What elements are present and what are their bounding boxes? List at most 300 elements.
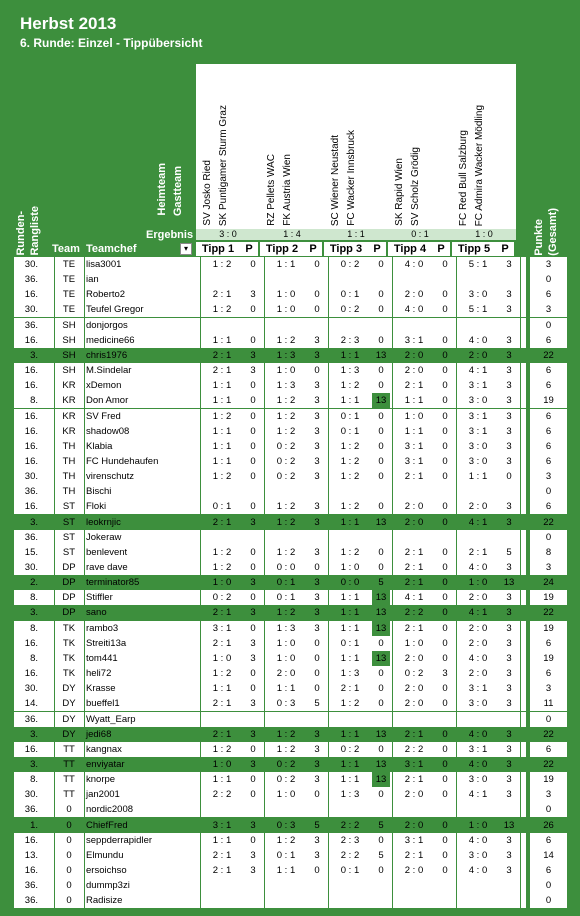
rank-cell: 16. xyxy=(24,638,38,649)
p-5-cell: 3 xyxy=(506,683,512,694)
p-1-cell: 0 xyxy=(250,562,256,573)
p-1-cell: 0 xyxy=(250,789,256,800)
tipp-2-cell: 1 : 0 xyxy=(276,289,296,300)
tipp-1-cell: 1 : 2 xyxy=(212,547,232,558)
teamchef-cell: virenschutz xyxy=(86,471,135,482)
p-3-cell: 13 xyxy=(372,772,390,787)
p-5-cell: 3 xyxy=(506,562,512,573)
tipp-2-cell: 1 : 1 xyxy=(276,865,296,876)
p-1-cell: 3 xyxy=(250,698,256,709)
p-3-cell: 0 xyxy=(378,365,384,376)
p-2-cell: 3 xyxy=(314,471,320,482)
tipp-4-cell: 2 : 0 xyxy=(404,365,424,376)
tipp-5-cell: 3 : 1 xyxy=(468,683,488,694)
tipp-5-cell xyxy=(456,878,500,893)
column-divider xyxy=(456,257,457,909)
p-1-cell: 0 xyxy=(250,547,256,558)
punkte-gesamt-cell: 19 xyxy=(530,621,567,636)
table-row xyxy=(14,681,526,696)
tipp-2-cell: 1 : 2 xyxy=(276,729,296,740)
p-1-cell: 3 xyxy=(250,517,256,528)
p-3-cell: 0 xyxy=(378,683,384,694)
teamchef-cell: donjorgos xyxy=(86,320,128,331)
tipp-2-cell: 0 : 1 xyxy=(276,850,296,861)
punkte-gesamt-cell: 0 xyxy=(530,272,567,287)
p-4-cell: 0 xyxy=(442,835,448,846)
tipp-1-cell: 2 : 1 xyxy=(212,365,232,376)
p-1-cell: 3 xyxy=(250,729,256,740)
team-cell: ST xyxy=(62,517,76,528)
p-2-cell: 0 xyxy=(314,668,320,679)
punkte-gesamt-cell: 3 xyxy=(530,469,567,484)
tipp-5-cell: 4 : 1 xyxy=(468,517,488,528)
p-2-cell: 3 xyxy=(314,441,320,452)
p-2-cell: 3 xyxy=(314,729,320,740)
teamchef-cell: Stiffler xyxy=(86,592,113,603)
p-3-cell xyxy=(372,530,390,545)
tipp-2-cell: 0 : 1 xyxy=(276,577,296,588)
tipp-2-cell: 1 : 2 xyxy=(276,835,296,846)
punkte-gesamt-cell: 19 xyxy=(530,393,567,408)
tipp-3-cell: 2 : 3 xyxy=(340,835,360,846)
rank-cell: 8. xyxy=(30,774,38,785)
tipp-1-cell: 1 : 2 xyxy=(212,411,232,422)
tipp-1-cell: 1 : 0 xyxy=(212,759,232,770)
teamchef-cell: leokrnjic xyxy=(86,517,121,528)
tipp-3-cell: 1 : 1 xyxy=(340,592,360,603)
tipp-5-cell: 3 : 0 xyxy=(468,456,488,467)
p-3-cell: 13 xyxy=(372,605,390,620)
tipp-5-cell: 4 : 0 xyxy=(468,335,488,346)
teamchef-cell: nordic2008 xyxy=(86,804,134,815)
table-row xyxy=(14,378,526,393)
p-4-cell: 0 xyxy=(442,350,448,361)
tipp-5-cell: 4 : 0 xyxy=(468,729,488,740)
tipp-4-cell xyxy=(392,878,436,893)
tipp-2-cell: 1 : 2 xyxy=(276,426,296,437)
match-1-away: SK Puntigamer Sturm Graz xyxy=(218,104,229,226)
p-1-cell: 0 xyxy=(250,623,256,634)
tipp-4-cell: 2 : 1 xyxy=(404,850,424,861)
table-row xyxy=(14,802,526,817)
p-2-cell: 3 xyxy=(314,607,320,618)
punkte-gesamt-cell: 0 xyxy=(530,318,567,333)
p-3-header: P xyxy=(368,242,386,256)
page-title: Herbst 2013 xyxy=(20,14,117,33)
tipp-2-cell xyxy=(264,272,308,287)
tipp-3-cell: 1 : 2 xyxy=(340,471,360,482)
p-5-cell: 3 xyxy=(506,668,512,679)
tipp-5-cell: 3 : 0 xyxy=(468,289,488,300)
rank-cell: 36. xyxy=(24,274,38,285)
table-row xyxy=(14,363,526,378)
punkte-gesamt-cell: 6 xyxy=(530,863,567,878)
tipp-3-cell: 0 : 1 xyxy=(340,426,360,437)
tipp-5-cell: 4 : 0 xyxy=(468,562,488,573)
tipp-4-cell: 2 : 1 xyxy=(404,577,424,588)
p-5-cell xyxy=(500,484,518,499)
column-divider xyxy=(54,257,55,909)
p-4-cell: 0 xyxy=(442,289,448,300)
tipp-2-cell xyxy=(264,530,308,545)
punkte-gesamt-cell: 6 xyxy=(530,424,567,439)
teamchef-cell: dummp3zi xyxy=(86,880,130,891)
rank-cell: 36. xyxy=(24,486,38,497)
teamchef-filter-dropdown[interactable]: ▾ xyxy=(180,243,192,255)
rank-cell: 3. xyxy=(30,759,38,770)
match-5-away: FC Admira Wacker Mödling xyxy=(474,104,485,226)
p-4-cell xyxy=(436,530,454,545)
p-4-cell: 3 xyxy=(442,668,448,679)
team-cell: TK xyxy=(62,638,76,649)
tipp-5-cell: 2 : 0 xyxy=(468,350,488,361)
rank-cell: 3. xyxy=(30,729,38,740)
p-2-cell: 0 xyxy=(314,789,320,800)
teamchef-cell: jedi68 xyxy=(86,729,112,740)
p-2-cell: 0 xyxy=(314,562,320,573)
p-4-cell: 0 xyxy=(442,638,448,649)
rank-cell: 36. xyxy=(24,895,38,906)
punkte-gesamt-label: Punkte (Gesamt) xyxy=(533,208,559,256)
tipp-3-cell: 0 : 2 xyxy=(340,304,360,315)
tipp-2-cell: 1 : 3 xyxy=(276,380,296,391)
table-row xyxy=(14,302,526,317)
table-row xyxy=(14,696,526,711)
p-1-cell: 0 xyxy=(250,774,256,785)
p-3-cell: 5 xyxy=(378,850,384,861)
rank-cell: 30. xyxy=(24,304,38,315)
ergebnis-label: Ergebnis xyxy=(146,229,194,241)
table-row xyxy=(14,272,526,287)
tipp-4-cell: 3 : 1 xyxy=(404,335,424,346)
p-2-cell: 0 xyxy=(314,683,320,694)
tipp-5-cell: 3 : 1 xyxy=(468,380,488,391)
p-2-cell: 5 xyxy=(314,698,320,709)
team-cell: KR xyxy=(62,395,76,406)
p-1-cell xyxy=(244,802,262,817)
heimteam-label: Heimteam xyxy=(156,163,168,216)
tipp-1-cell: 2 : 1 xyxy=(212,638,232,649)
p-5-cell: 3 xyxy=(506,729,512,740)
punkte-gesamt-cell: 6 xyxy=(530,666,567,681)
team-cell: DY xyxy=(62,683,76,694)
punkte-gesamt-cell: 0 xyxy=(530,712,567,727)
tipp-5-cell: 5 : 1 xyxy=(468,259,488,270)
p-5-cell: 5 xyxy=(506,547,512,558)
teamchef-cell: seppderrapidler xyxy=(86,835,153,846)
tipp-5-cell: 2 : 0 xyxy=(468,668,488,679)
p-3-cell: 0 xyxy=(378,668,384,679)
tipp-1-cell: 1 : 0 xyxy=(212,653,232,664)
p-2-cell xyxy=(308,893,326,908)
p-4-cell: 0 xyxy=(442,774,448,785)
p-2-cell: 3 xyxy=(314,350,320,361)
p-5-cell: 3 xyxy=(506,335,512,346)
rank-cell: 36. xyxy=(24,880,38,891)
team-cell: KR xyxy=(62,426,76,437)
p-5-cell: 3 xyxy=(506,698,512,709)
p-4-cell xyxy=(436,878,454,893)
p-1-cell: 0 xyxy=(250,835,256,846)
teamchef-cell: benlevent xyxy=(86,547,128,558)
team-cell: DY xyxy=(62,729,76,740)
table-row xyxy=(14,636,526,651)
p-3-cell: 0 xyxy=(378,426,384,437)
tipp-4-cell: 2 : 0 xyxy=(404,865,424,876)
team-cell: SH xyxy=(62,365,76,376)
punkte-gesamt-cell: 19 xyxy=(530,772,567,787)
p-1-cell: 0 xyxy=(250,411,256,422)
tipp-2-cell: 1 : 3 xyxy=(276,350,296,361)
team-cell: 0 xyxy=(66,850,72,861)
tipp-5-cell xyxy=(456,484,500,499)
tipp-4-cell xyxy=(392,318,436,333)
table-row xyxy=(14,666,526,681)
teamchef-cell: Radisize xyxy=(86,895,123,906)
tipp-4-cell: 0 : 2 xyxy=(404,668,424,679)
punkte-gesamt-cell: 6 xyxy=(530,454,567,469)
p-4-cell: 0 xyxy=(442,304,448,315)
tipp-5-cell: 4 : 0 xyxy=(468,653,488,664)
punkte-gesamt-cell: 6 xyxy=(530,287,567,302)
tipp-1-cell: 3 : 1 xyxy=(212,623,232,634)
p-5-cell: 3 xyxy=(506,774,512,785)
p-1-cell: 0 xyxy=(250,456,256,467)
p-5-cell: 3 xyxy=(506,426,512,437)
tipp-3-cell: 1 : 1 xyxy=(340,774,360,785)
team-cell: TH xyxy=(62,471,76,482)
tipp-4-cell: 1 : 1 xyxy=(404,395,424,406)
p-2-cell: 0 xyxy=(314,304,320,315)
tipp-3-cell: 1 : 1 xyxy=(340,623,360,634)
p-3-cell xyxy=(372,802,390,817)
tipp-2-cell: 1 : 2 xyxy=(276,517,296,528)
p-5-cell: 3 xyxy=(506,380,512,391)
tipp-1-cell: 0 : 1 xyxy=(212,501,232,512)
tipp-4-cell: 1 : 0 xyxy=(404,638,424,649)
tipp-1-cell xyxy=(200,802,244,817)
match-5-result: 1 : 0 xyxy=(452,229,516,240)
tipp-1-cell: 1 : 2 xyxy=(212,668,232,679)
tipp-4-cell: 2 : 0 xyxy=(404,289,424,300)
tipp-2-cell: 2 : 0 xyxy=(276,668,296,679)
p-1-cell: 3 xyxy=(250,865,256,876)
p-1-cell: 0 xyxy=(250,426,256,437)
p-2-cell: 3 xyxy=(314,759,320,770)
p-5-cell xyxy=(500,272,518,287)
tipp-2-cell xyxy=(264,318,308,333)
p-5-cell: 3 xyxy=(506,592,512,603)
tipp-5-cell: 5 : 1 xyxy=(468,304,488,315)
tipp-2-cell: 1 : 2 xyxy=(276,335,296,346)
table-row xyxy=(14,878,526,893)
tipp-2-cell: 0 : 2 xyxy=(276,759,296,770)
p-3-cell: 5 xyxy=(378,820,384,831)
p-5-cell: 3 xyxy=(506,441,512,452)
p-1-cell: 0 xyxy=(250,395,256,406)
p-4-cell: 0 xyxy=(442,547,448,558)
p-5-cell: 3 xyxy=(506,304,512,315)
table-row xyxy=(14,515,526,530)
match-1-box xyxy=(196,64,260,240)
tipp-2-cell: 1 : 2 xyxy=(276,395,296,406)
tipp-3-cell: 1 : 2 xyxy=(340,501,360,512)
p-3-cell: 13 xyxy=(372,757,390,772)
p-3-cell xyxy=(372,272,390,287)
p-3-cell: 13 xyxy=(372,348,390,363)
tipp-4-cell: 3 : 1 xyxy=(404,835,424,846)
p-5-cell: 3 xyxy=(506,395,512,406)
teamchef-cell: xDemon xyxy=(86,380,122,391)
p-3-cell: 5 xyxy=(378,577,384,588)
tipp-3-cell xyxy=(328,893,372,908)
p-2-cell xyxy=(308,318,326,333)
teamchef-cell: Streiti13a xyxy=(86,638,127,649)
p-4-cell: 0 xyxy=(442,380,448,391)
tipp-2-cell: 1 : 2 xyxy=(276,547,296,558)
p-5-cell: 3 xyxy=(506,865,512,876)
p-3-cell xyxy=(372,484,390,499)
tipp-4-cell: 4 : 0 xyxy=(404,304,424,315)
team-cell: TT xyxy=(63,774,75,785)
p-3-cell: 0 xyxy=(378,304,384,315)
tipp-4-cell: 4 : 1 xyxy=(404,592,424,603)
p-4-cell: 0 xyxy=(442,411,448,422)
p-4-cell xyxy=(436,272,454,287)
tipp-1-cell: 1 : 2 xyxy=(212,471,232,482)
tipp-5-cell: 3 : 0 xyxy=(468,395,488,406)
table-row xyxy=(14,575,526,590)
tipp-5-cell: 1 : 0 xyxy=(468,820,488,831)
p-5-cell: 3 xyxy=(506,835,512,846)
tipp-4-cell: 2 : 0 xyxy=(404,683,424,694)
tipp-4-cell: 2 : 0 xyxy=(404,653,424,664)
p-1-cell xyxy=(244,878,262,893)
p-3-cell: 0 xyxy=(378,289,384,300)
tipp-3-cell: 0 : 1 xyxy=(340,411,360,422)
tipp-5-cell: 3 : 0 xyxy=(468,774,488,785)
p-2-cell: 3 xyxy=(314,517,320,528)
p-1-cell: 3 xyxy=(250,759,256,770)
punkte-gesamt-cell: 3 xyxy=(530,681,567,696)
column-divider xyxy=(520,257,521,909)
rank-cell: 16. xyxy=(24,835,38,846)
p-4-cell: 0 xyxy=(442,441,448,452)
punkte-gesamt-cell: 6 xyxy=(530,742,567,757)
team-cell: SH xyxy=(62,335,76,346)
p-4-cell: 0 xyxy=(442,698,448,709)
punkte-gesamt-cell: 6 xyxy=(530,333,567,348)
punkte-gesamt-cell: 19 xyxy=(530,651,567,666)
tipp-3-cell xyxy=(328,318,372,333)
tipp-2-cell xyxy=(264,712,308,727)
rank-cell: 16. xyxy=(24,865,38,876)
p-5-cell: 3 xyxy=(506,365,512,376)
tipp-5-cell: 1 : 1 xyxy=(468,471,488,482)
p-5-header: P xyxy=(496,242,514,256)
p-4-cell: 0 xyxy=(442,471,448,482)
punkte-gesamt-cell: 6 xyxy=(530,409,567,424)
team-cell: 0 xyxy=(66,820,72,831)
p-5-cell: 3 xyxy=(506,638,512,649)
p-1-cell: 0 xyxy=(250,501,256,512)
tipp-3-cell: 0 : 0 xyxy=(340,577,360,588)
tipp-1-cell: 1 : 2 xyxy=(212,304,232,315)
p-1-cell: 0 xyxy=(250,668,256,679)
table-row xyxy=(14,348,526,363)
team-cell: 0 xyxy=(66,895,72,906)
p-4-cell: 0 xyxy=(442,820,448,831)
team-cell: TK xyxy=(62,668,76,679)
tipp-2-cell: 0 : 2 xyxy=(276,774,296,785)
table-row xyxy=(14,484,526,499)
p-5-cell: 3 xyxy=(506,289,512,300)
teamchef-cell: Roberto2 xyxy=(86,289,126,300)
team-cell: ST xyxy=(62,547,76,558)
tipp-1-cell: 1 : 1 xyxy=(212,683,232,694)
tipp-2-cell: 0 : 2 xyxy=(276,441,296,452)
rank-cell: 30. xyxy=(24,789,38,800)
p-1-cell: 3 xyxy=(250,850,256,861)
match-1-result: 3 : 0 xyxy=(196,229,260,240)
teamchef-header: Teamchef xyxy=(86,243,137,255)
rank-cell: 36. xyxy=(24,804,38,815)
team-cell: TE xyxy=(62,274,76,285)
p-3-cell xyxy=(372,893,390,908)
tipp-1-cell: 1 : 1 xyxy=(212,441,232,452)
table-row xyxy=(14,757,526,772)
tipp-4-cell: 2 : 1 xyxy=(404,562,424,573)
tipp-2-cell: 1 : 0 xyxy=(276,304,296,315)
p-3-cell: 0 xyxy=(378,744,384,755)
p-3-cell: 0 xyxy=(378,562,384,573)
p-2-header: P xyxy=(304,242,322,256)
punkte-gesamt-cell: 22 xyxy=(530,515,567,530)
tipp-5-cell: 2 : 0 xyxy=(468,501,488,512)
tipp-4-cell: 3 : 1 xyxy=(404,759,424,770)
p-4-cell: 0 xyxy=(442,456,448,467)
teamchef-cell: lisa3001 xyxy=(86,259,122,270)
tipp-1-cell xyxy=(200,272,244,287)
rank-cell: 8. xyxy=(30,653,38,664)
tipp-1-cell: 1 : 0 xyxy=(212,577,232,588)
tipp-3-cell: 0 : 1 xyxy=(340,289,360,300)
tipp-1-cell xyxy=(200,893,244,908)
tipp-3-cell xyxy=(328,530,372,545)
teamchef-cell: tom441 xyxy=(86,653,118,664)
p-2-cell xyxy=(308,802,326,817)
p-1-cell: 3 xyxy=(250,365,256,376)
rank-cell: 2. xyxy=(30,577,38,588)
p-2-cell: 3 xyxy=(314,456,320,467)
p-1-cell: 0 xyxy=(250,592,256,603)
table-row xyxy=(14,469,526,484)
teamchef-cell: Jokeraw xyxy=(86,532,122,543)
runden-rangliste-label: Runden- Rangliste xyxy=(15,206,41,256)
tipp-4-cell: 4 : 0 xyxy=(404,259,424,270)
p-2-cell: 0 xyxy=(314,259,320,270)
tipp-3-cell: 2 : 3 xyxy=(340,335,360,346)
teamchef-cell: chris1976 xyxy=(86,350,128,361)
tipp-4-cell xyxy=(392,802,436,817)
tipp-3-cell: 0 : 2 xyxy=(340,259,360,270)
p-3-cell: 0 xyxy=(378,380,384,391)
punkte-gesamt-cell: 26 xyxy=(530,818,567,833)
tipp-3-cell: 1 : 2 xyxy=(340,698,360,709)
tipp-2-cell: 1 : 2 xyxy=(276,501,296,512)
p-3-cell xyxy=(372,878,390,893)
tipp-5-cell: 3 : 0 xyxy=(468,850,488,861)
